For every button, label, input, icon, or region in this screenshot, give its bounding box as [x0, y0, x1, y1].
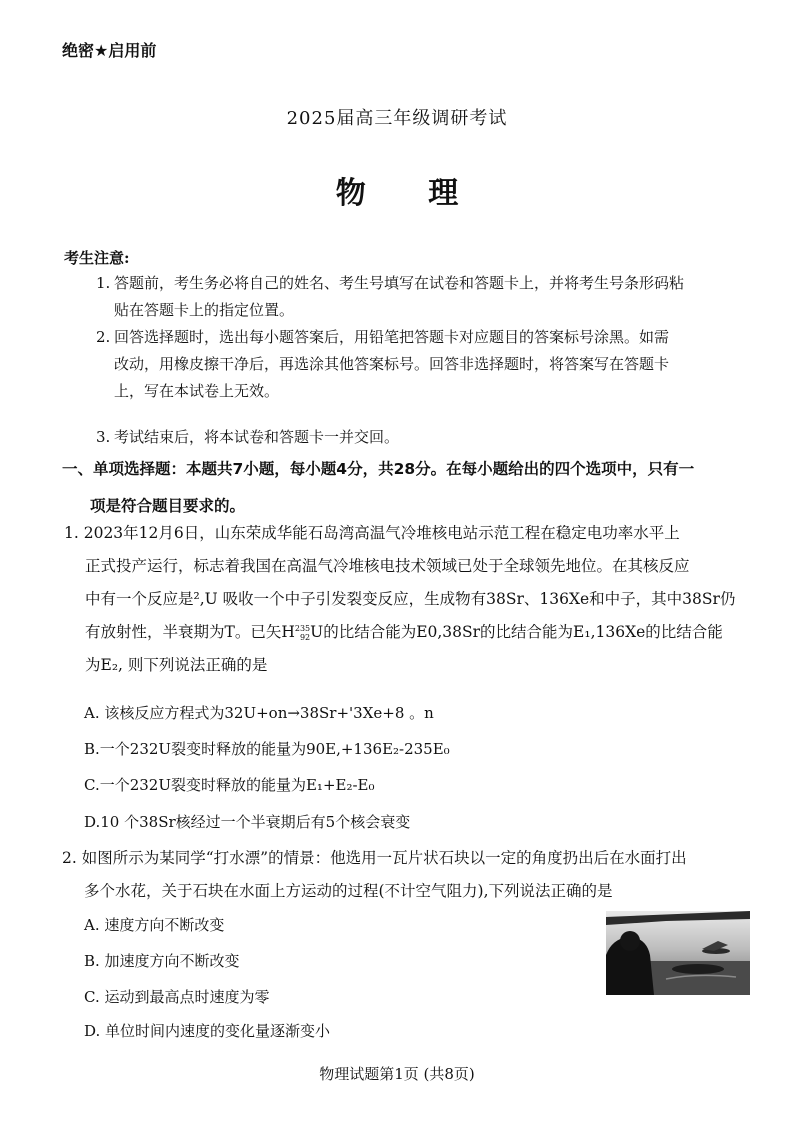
- question-2-stem: [62, 842, 754, 908]
- notice-item-text: 答题前，考生务必将自己的姓名、考生号填写在试卷和答题卡上，并将考生号条形码粘: [114, 274, 685, 292]
- section-heading: [62, 451, 752, 525]
- question-2-option-c: C. 运动到最高点时速度为零: [84, 988, 270, 1006]
- question-2-option-d: D. 单位时间内速度的变化量逐渐变小: [84, 1022, 331, 1040]
- notice-item-text: 上，写在本试卷上无效。: [114, 382, 280, 400]
- notice-item-text: 贴在答题卡上的指定位置。: [114, 301, 295, 319]
- question-line: 正式投产运行，标志着我国在高温气冷堆核电技术领域已处于全球领先地位。在其核反应: [85, 557, 690, 575]
- notice-item-text: 考试结束后，将本试卷和答题卡一并交回。: [114, 428, 400, 446]
- exam-title: 2025届高三年级调研考试: [286, 108, 508, 129]
- nuclide-index: [295, 624, 310, 642]
- notice-heading: 考生注意:: [64, 249, 130, 267]
- question-line: 多个水花，关于石块在水面上方运动的过程(不计空气阻力),下列说法正确的是: [84, 882, 613, 900]
- question-1-option-a: A. 该核反应方程式为32U+on→38Sr+'3Xe+8 。n: [84, 704, 434, 722]
- notice-item-3: [96, 424, 750, 451]
- confidential-mark: 绝密★启用前: [62, 41, 157, 60]
- question-1-option-c: C.一个232U裂变时释放的能量为E₁+E₂-E₀: [84, 776, 375, 794]
- subject-title: 物 理: [335, 176, 485, 211]
- question-line: 1. 2023年12月6日，山东荣成华能石岛湾高温气冷堆核电站示范工程在稳定电功率水平上: [64, 524, 680, 542]
- notice-item-1: [96, 270, 750, 324]
- stone-skipping-photo: [606, 911, 750, 995]
- section-heading-line: 项是符合题目要求的。: [90, 497, 246, 515]
- notice-item-text: 回答选择题时，选出每小题答案后，用铅笔把答题卡对应题目的答案标号涂黑。如需: [114, 328, 670, 346]
- question-line: 2. 如图所示为某同学“打水漂”的情景：他选用一瓦片状石块以一定的角度扔出后在水面打出: [62, 849, 687, 867]
- question-line: 为E₂, 则下列说法正确的是: [85, 656, 268, 674]
- question-line: 中有一个反应是²,U 吸收一个中子引发裂变反应，生成物有38Sr、136Xe和中子，其中38Sr仍: [85, 590, 736, 608]
- page-footer: 物理试题第1页 (共8页): [319, 1065, 475, 1083]
- notice-item-number: 2.: [96, 328, 111, 346]
- notice-item-text: 改动，用橡皮擦干净后，再选涂其他答案标号。回答非选择题时，将答案写在答题卡: [114, 355, 670, 373]
- question-text: 有放射性，半衰期为T。已矢H: [85, 623, 295, 641]
- question-2-option-a: A. 速度方向不断改变: [84, 916, 225, 934]
- notice-item-number: 1.: [96, 274, 111, 292]
- question-1-option-b: B.一个232U裂变时释放的能量为90E,+136E₂-235E₀: [84, 740, 450, 758]
- question-1-option-d: D.10 个38Sr核经过一个半衰期后有5个核会衰变: [84, 813, 411, 831]
- question-1-stem: [64, 517, 754, 682]
- question-2-option-b: B. 加速度方向不断改变: [84, 952, 240, 970]
- question-line: [64, 616, 754, 649]
- atomic-number: 92: [299, 633, 311, 642]
- mass-number: 235: [294, 624, 311, 633]
- section-heading-line: 一、单项选择题：本题共7小题，每小题4分，共28分。在每小题给出的四个选项中，只有一: [62, 460, 695, 478]
- notice-item-number: 3.: [96, 428, 111, 446]
- notice-item-2: [96, 324, 750, 405]
- question-text: U的比结合能为E0,38Sr的比结合能为E₁,136Xe的比结合能: [310, 623, 723, 641]
